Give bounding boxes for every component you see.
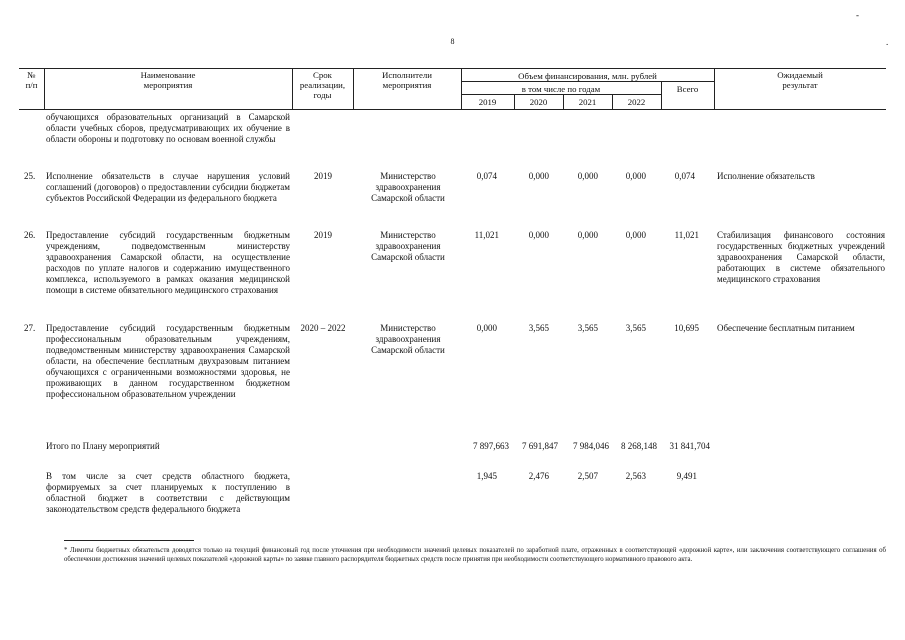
row-value-2021: 3,565: [577, 323, 598, 333]
row-period: 2020 – 2022: [300, 323, 346, 333]
table-top-border: [19, 68, 886, 69]
header-result: Ожидаемый результат: [777, 70, 823, 90]
header-num: № п/п: [25, 70, 38, 90]
row-value-2019: 11,021: [474, 230, 499, 240]
row-name: Предоставление субсидий государственным бюджетным учреждениям, подведомственным министерству здравоохранения Самарской области, на осуществление расходов по уплате налогов и содержанию имущественного комплекса, используемого в рамках оказания медицинской помощи в системе обязательного медицинского страхования: [46, 230, 290, 295]
total-value-2021: 7 984,046: [573, 441, 609, 451]
row-total: 0,074: [674, 171, 695, 181]
header-period: Срок реализации, годы: [299, 70, 346, 100]
row-result: Стабилизация финансового состояния государственных бюджетных учреждений здравоохранения Самарской области, работающих в системе обязательного медицинского страхования: [717, 230, 885, 284]
header-year: 2021: [578, 97, 597, 107]
header-name: Наименование мероприятия: [140, 70, 196, 90]
footnote: * Лимиты бюджетных обязательств доводятся только на текущий финансовый год после уточнения при необходимости значений целевых показателей по заработной плате, отраженных в соответствующей «дорожной карте», или заключения соответствующего соглашения об обеспечении достижения значений целевых показателей «дорожной карты» по заявке главного распорядителя бюджетных средств после принятия при необходимости соответствующего нормативного правового акта.: [64, 547, 886, 563]
row-value-2021: 0,000: [577, 171, 598, 181]
footnote-separator: [64, 540, 194, 541]
header-by-years: в том числе по годам: [521, 84, 601, 94]
row-value-2019: 0,074: [476, 171, 497, 181]
table-header-bottom-border: [19, 109, 886, 110]
total-value-2022: 8 268,148: [621, 441, 657, 451]
total-value-2020: 7 691,847: [522, 441, 558, 451]
row-executor: Министерство здравоохранения Самарской области: [371, 171, 445, 203]
header-year: 2022: [627, 97, 646, 107]
funding-subheader-line: [461, 81, 714, 82]
including-value-2019: 1,945: [476, 471, 497, 481]
including-row-label: В том числе за счет средств областного бюджета, формируемых за счет планируемых к поступлению в областной бюджет в соответствии с действующим законодательством средств федерального бюджета: [46, 471, 290, 514]
row-executor: Министерство здравоохранения Самарской области: [371, 230, 445, 262]
scan-mark: -: [856, 10, 859, 20]
including-value-2022: 2,563: [625, 471, 646, 481]
total-row-label: Итого по Плану мероприятий: [46, 441, 160, 451]
row-num: 26.: [24, 230, 36, 240]
row-value-2020: 0,000: [528, 230, 549, 240]
row-period: 2019: [314, 230, 332, 240]
continuation-text: обучающихся образовательных организаций в Самарской области учебных сборов, предусматривающих их обучение в области обороны и подготовку по основам военной службы: [46, 112, 290, 144]
row-value-2022: 3,565: [625, 323, 646, 333]
total-value-all: 31 841,704: [669, 441, 710, 451]
row-result: Исполнение обязательств: [717, 171, 815, 181]
row-executor: Министерство здравоохранения Самарской области: [371, 323, 445, 355]
header-funding: Объем финансирования, млн. рублей: [518, 71, 657, 81]
row-result: Обеспечение бесплатным питанием: [717, 323, 855, 333]
row-value-2021: 0,000: [577, 230, 598, 240]
years-subheader-line: [461, 94, 661, 95]
header-total: Всего: [676, 84, 699, 94]
header-executors: Исполнители мероприятия: [382, 70, 432, 90]
row-num: 27.: [24, 323, 36, 333]
row-total: 11,021: [674, 230, 699, 240]
row-period: 2019: [314, 171, 332, 181]
row-value-2019: 0,000: [476, 323, 497, 333]
row-name: Предоставление субсидий государственным бюджетным профессиональным образовательным учреждениям, подведомственным министерству здравоохранения Самарской области, на обеспечение бесплатным двухразовым питанием обучающихся с ограниченными возможностями здоровья, не проживающих в данном государственном бюджетном профессиональном образовательном учреждении: [46, 323, 290, 399]
row-total: 10,695: [674, 323, 699, 333]
including-value-2020: 2,476: [528, 471, 549, 481]
row-num: 25.: [24, 171, 36, 181]
row-name: Исполнение обязательств в случае нарушения условий соглашений (договоров) о предоставлении субсидии бюджетам субъектов Российской Федерации из федерального бюджета: [46, 171, 290, 203]
row-value-2022: 0,000: [625, 230, 646, 240]
total-value-2019: 7 897,663: [473, 441, 509, 451]
including-value-2021: 2,507: [577, 471, 598, 481]
header-year: 2019: [478, 97, 497, 107]
row-value-2022: 0,000: [625, 171, 646, 181]
row-value-2020: 0,000: [528, 171, 549, 181]
page-number: 8: [450, 37, 455, 46]
row-value-2020: 3,565: [528, 323, 549, 333]
including-total: 9,491: [676, 471, 697, 481]
scan-mark: .: [886, 37, 889, 47]
header-year: 2020: [529, 97, 548, 107]
